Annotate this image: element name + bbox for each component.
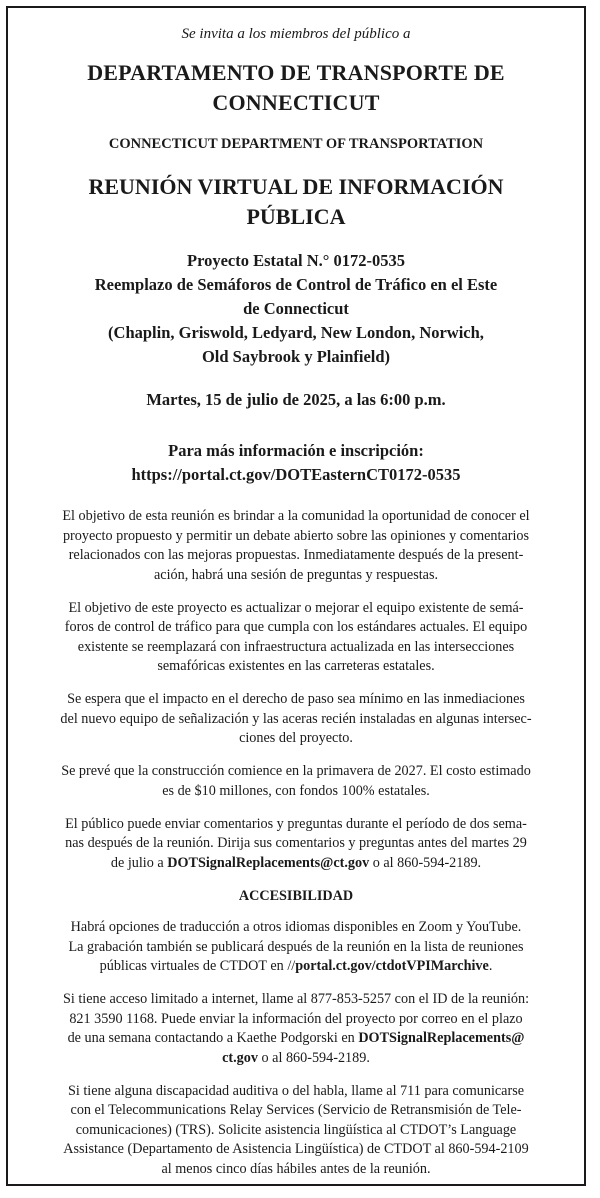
project-name-line: Reemplazo de Semáforos de Control de Tráfico en el Este (94, 275, 498, 294)
text-fragment: o al 860-594-2189. (257, 1049, 370, 1066)
project-towns-line: Old Saybrook y Plainfield) (201, 347, 391, 366)
registration-info (28, 439, 564, 487)
department-title-english: CONNECTICUT DEPARTMENT OF TRANSPORTATION (108, 136, 484, 152)
intro-line: Se invita a los miembros del público a (181, 26, 411, 42)
text-line: existente se reemplazará con infraestructura actualizada en las intersecciones (77, 638, 515, 655)
text-fragment: . (488, 958, 493, 974)
text-fragment: de una semana contactando a Kaethe Podgorski en (67, 1030, 359, 1046)
text-fragment: o al 860-594-2189. (369, 854, 482, 871)
meeting-title-line: REUNIÓN VIRTUAL DE INFORMACIÓN (88, 174, 504, 199)
text-line: nas después de la reunión. Dirija sus comentarios y preguntas antes del martes 29 (65, 835, 527, 851)
text-line: 821 3590 1168. Puede enviar la información del proyecto por correo en el plazo (69, 1010, 523, 1027)
registration-label: Para más información e inscripción: (168, 441, 424, 460)
accessibility-heading: ACCESIBILIDAD (238, 887, 354, 904)
text-line: comunicaciones) (TRS). Solicite asistencia lingüística al CTDOT’s Language (75, 1121, 517, 1138)
department-title-line: CONNECTICUT (212, 90, 380, 115)
text-line: Se prevé que la construcción comience en la primavera de 2027. El costo estimado (61, 763, 531, 779)
meeting-title-line: PÚBLICA (246, 204, 346, 229)
paragraph-project-objective (30, 599, 562, 677)
contact-email-continued[interactable]: ct.gov (222, 1049, 258, 1066)
text-line: El público puede enviar comentarios y preguntas durante el período de dos sema- (65, 815, 527, 832)
text-fragment: de julio a (110, 854, 168, 871)
paragraph-purpose (30, 507, 562, 585)
project-name-line: de Connecticut (243, 299, 349, 318)
paragraph-hearing-speech (30, 1082, 562, 1180)
text-line: Si tiene acceso limitado a internet, llame al 877-853-5257 con el ID de la reunión: (62, 991, 530, 1007)
notice-body (30, 507, 562, 1193)
registration-url[interactable]: https://portal.ct.gov/DOTEasternCT0172-0535 (131, 465, 461, 484)
public-notice (6, 6, 586, 1186)
text-line: Se espera que el impacto en el derecho de paso sea mínimo en las inmediaciones (67, 691, 525, 707)
text-line: foros de control de tráfico para que cumpla con los estándares actuales. El equipo (64, 619, 528, 635)
project-number: Proyecto Estatal N.° 0172-0535 (186, 251, 405, 270)
meeting-date: Martes, 15 de julio de 2025, a las 6:00 p.m. (146, 390, 446, 409)
paragraph-limited-internet (30, 990, 562, 1068)
text-line: Si tiene alguna discapacidad auditiva o del habla, llame al 711 para comunicarse (67, 1082, 525, 1099)
paragraph-right-of-way (30, 690, 562, 749)
text-line: proyecto propuesto y permitir un debate abierto sobre las opiniones y comentarios (62, 527, 530, 544)
text-line: Assistance (Departamento de Asistencia Lingüística) de CTDOT al 860-594-2109 (63, 1141, 529, 1157)
text-line: relacionados con las mejoras propuestas. Inmediatamente después de la present- (68, 547, 524, 563)
text-line: El objetivo de esta reunión es brindar a la comunidad la oportunidad de conocer el (62, 508, 530, 524)
text-line: ación, habrá una sesión de preguntas y respuestas. (153, 566, 439, 583)
text-fragment: públicas virtuales de CTDOT en // (99, 958, 296, 974)
text-line: con el Telecommunications Relay Services (Servicio de Retransmisión de Tele- (70, 1102, 522, 1118)
text-line: Habrá opciones de traducción a otros idiomas disponibles en Zoom y YouTube. (70, 919, 522, 935)
archive-link[interactable]: portal.ct.gov/ctdotVPIMarchive (295, 958, 489, 974)
comments-email[interactable]: DOTSignalReplacements@ct.gov (167, 854, 370, 871)
text-line: semafóricas existentes en las carreteras estatales. (157, 658, 435, 674)
text-line: del nuevo equipo de señalización y las aceras recién instaladas en algunas intersec- (60, 710, 532, 727)
text-line: es de $10 millones, con fondos 100% estatales. (162, 782, 430, 799)
paragraph-construction (30, 762, 562, 801)
contact-email[interactable]: DOTSignalReplacements@ (358, 1030, 525, 1046)
paragraph-comments (30, 815, 562, 874)
text-line: ciones del proyecto. (239, 730, 353, 746)
paragraph-translation (30, 918, 562, 977)
project-towns-line: (Chaplin, Griswold, Ledyard, New London, Norwich, (108, 323, 484, 342)
text-line: al menos cinco días hábiles antes de la reunión. (161, 1160, 431, 1177)
department-title (28, 58, 564, 118)
text-line: El objetivo de este proyecto es actualizar o mejorar el equipo existente de semá- (68, 599, 524, 616)
department-title-line: DEPARTAMENTO DE TRANSPORTE DE (87, 60, 505, 85)
meeting-title (28, 172, 564, 232)
project-block (28, 249, 564, 369)
text-line: La grabación también se publicará después de la reunión en la lista de reuniones (68, 938, 524, 955)
